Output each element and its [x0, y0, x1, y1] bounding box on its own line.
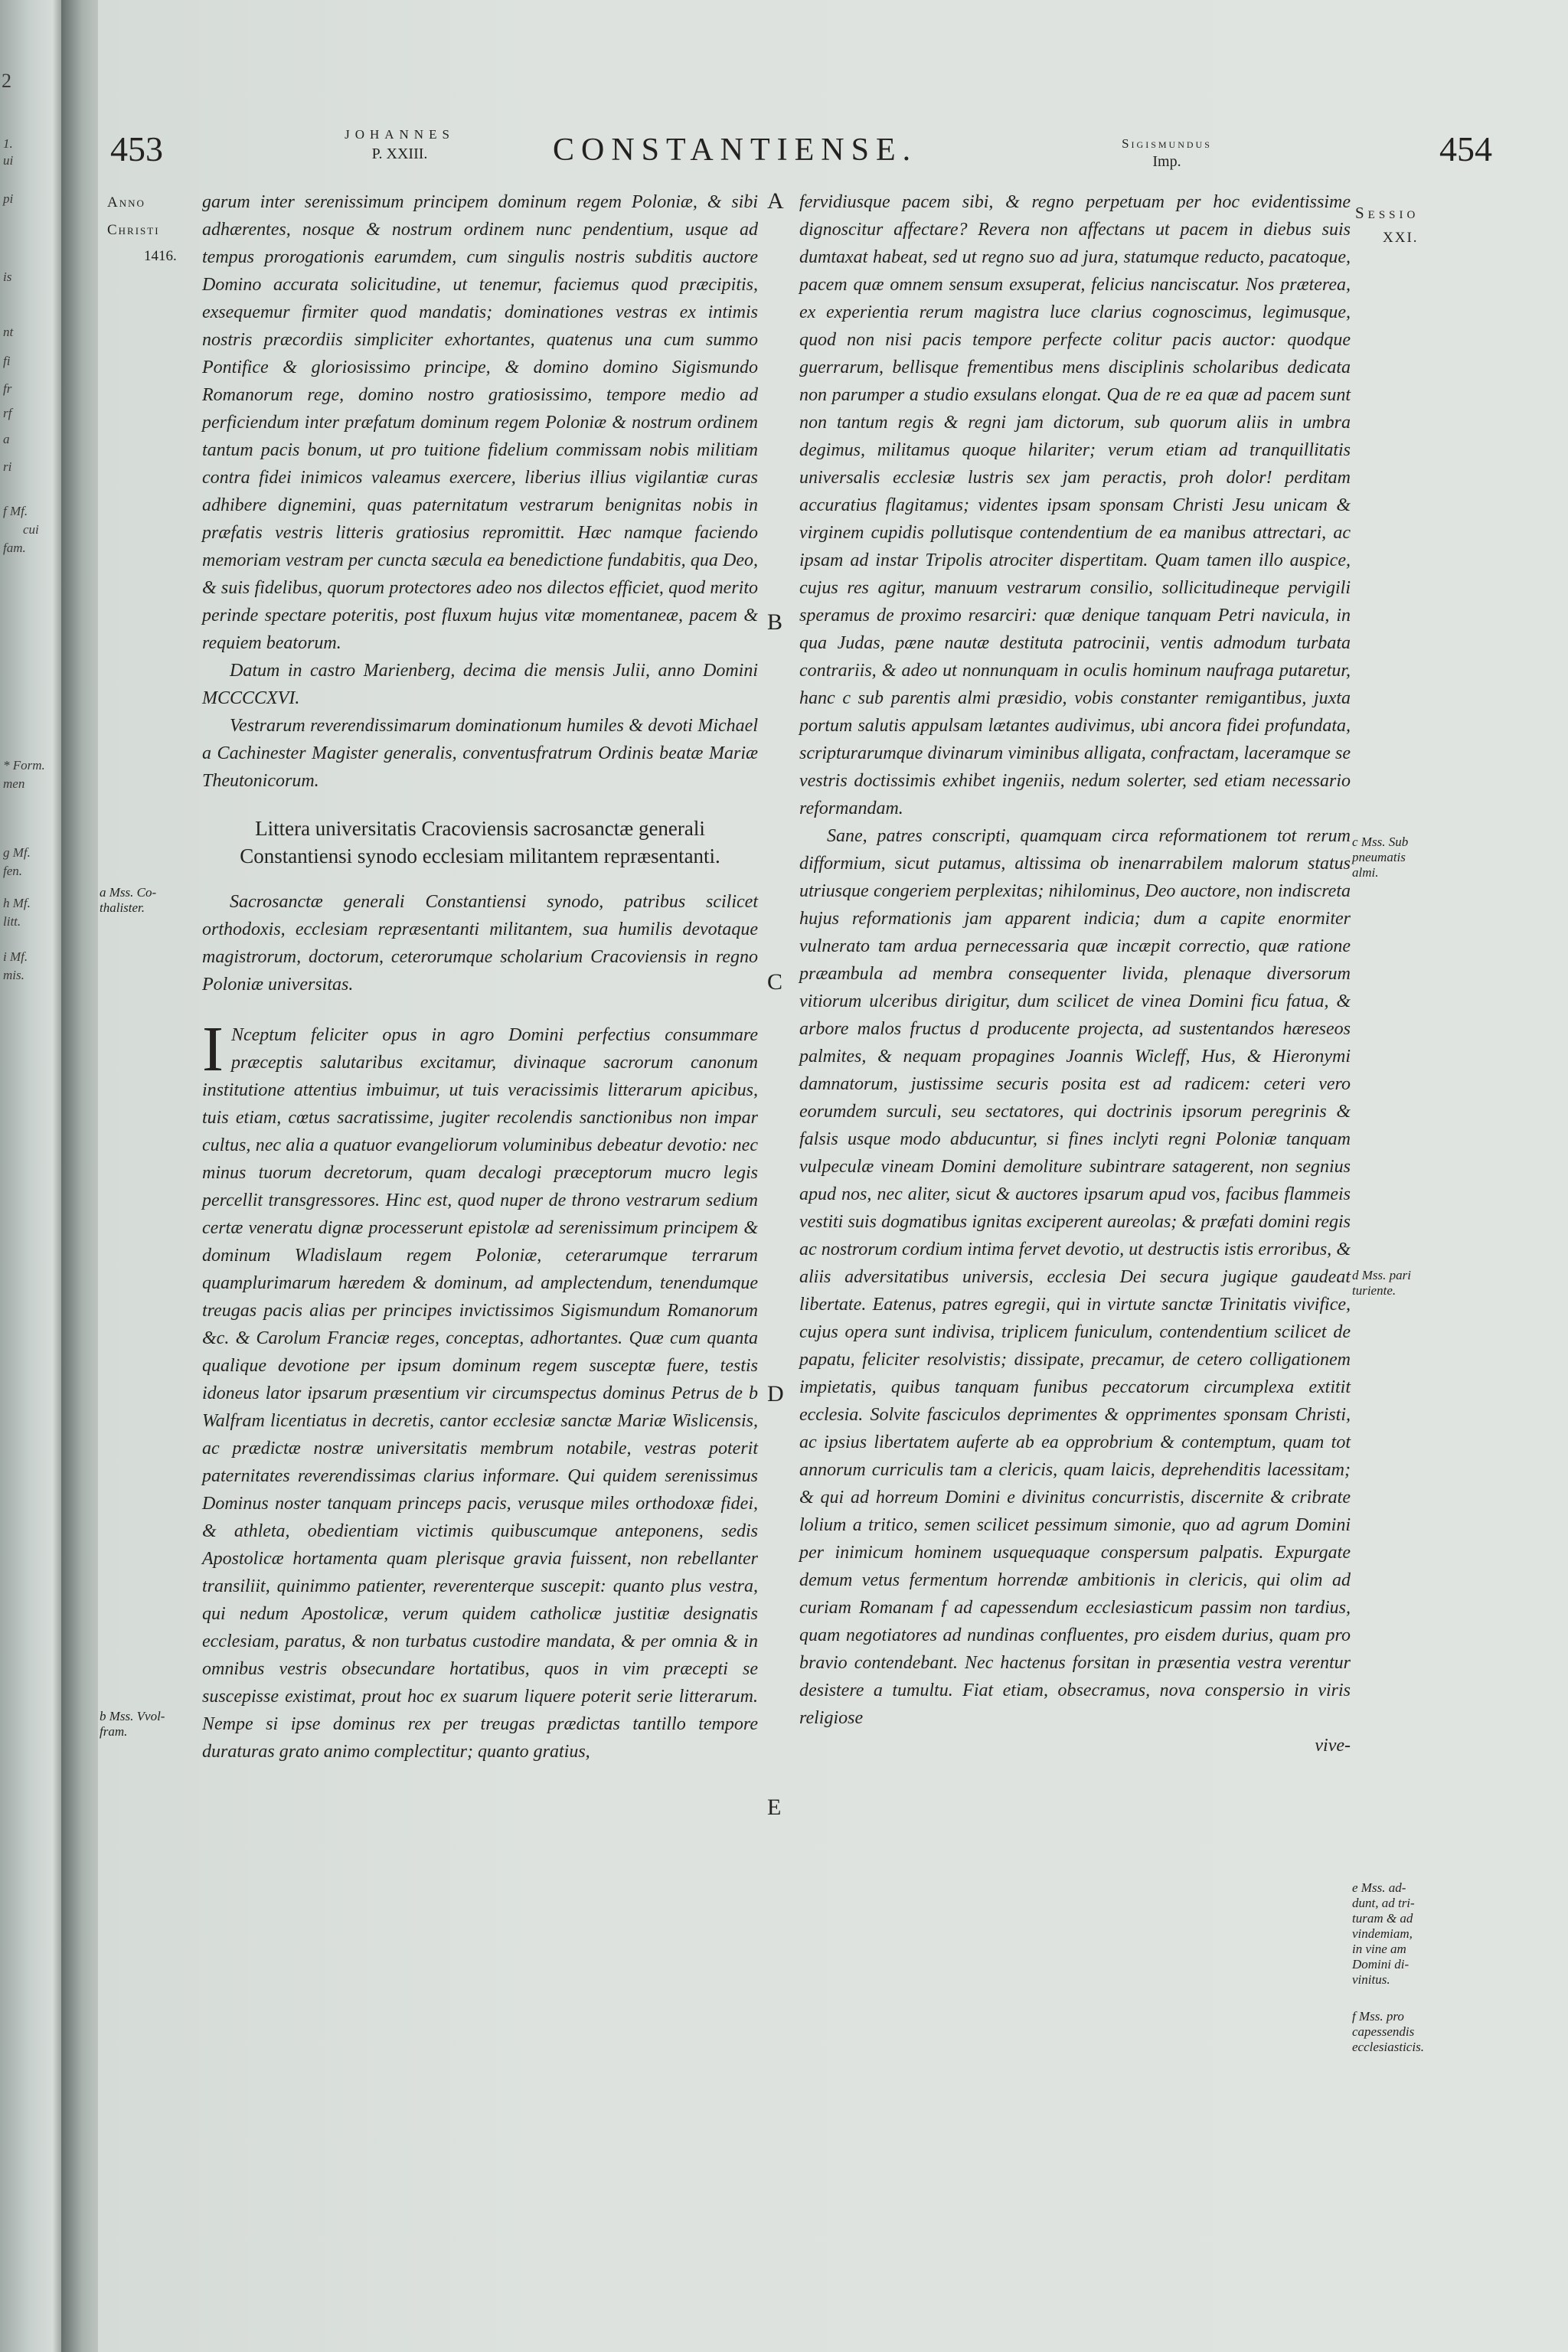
letter-address: Sacrosanctæ generali Constantiensi synodo, patribus scilicet orthodoxis, ecclesiam repræsentanti militantem, sua humilis devotaque magistrorum, doctorum, ceterorumque scholarium Cracoviensis in regno Poloniæ universitas.	[202, 892, 758, 995]
prev-page-fragment: a	[3, 432, 10, 446]
prev-page-fragment: fen.	[3, 864, 23, 878]
prev-page-fragment: * Form.	[3, 758, 45, 773]
left-text-column	[202, 188, 758, 1766]
section-letter-b: B	[767, 609, 783, 635]
prev-page-fragment: h Mf.	[3, 896, 31, 910]
side-note-a: a Mss. Co- thalister.	[100, 885, 157, 915]
header-emperor-name: Sigismundus	[1122, 136, 1212, 151]
prev-page-fragment: mis.	[3, 968, 24, 982]
side-note-b: b Mss. Vvol- fram.	[100, 1709, 165, 1739]
margin-session-label: Sessio	[1355, 204, 1419, 222]
margin-anno-label: Anno	[107, 194, 145, 211]
prev-page-fragment: 2	[2, 70, 11, 92]
previous-page-edge	[0, 0, 66, 2352]
header-pope-name: JOHANNES	[345, 127, 455, 142]
letter-dateline: Datum in castro Marienberg, decima die mensis Julii, anno Domini MCCCCXVI.	[202, 661, 758, 708]
letter-heading: Littera universitatis Cracoviensis sacrosanctæ generali Constantiensi synodo ecclesiam militantem repræsentanti.	[240, 817, 720, 867]
prev-page-fragment: pi	[3, 191, 14, 206]
prev-page-fragment: f Mf.	[3, 504, 28, 518]
section-letter-e: E	[767, 1795, 782, 1820]
side-note-c: c Mss. Sub pneumatis almi.	[1352, 835, 1409, 880]
prev-page-fragment: fr	[3, 381, 12, 396]
prev-page-fragment: rf	[3, 406, 12, 420]
prev-page-fragment: fam.	[3, 541, 26, 555]
letter-body-paragraph: garum inter serenissimum principem dominum regem Poloniæ, & sibi adhærentes, nosque & nostrum ordinem nunc pendentium, usque ad tempus prorogationis earumdem, cum singulis nostris subditis auctore Domino accurata solicitudine, ut tenemur, faciemus quod præcipitis, exsequemur firmiter quod mandatis; dominationes vestras ex intimis nostris præcordiis simpliciter exhortantes, quatenus una cum summo Pontifice & gloriosissimo principe, & domino domino Sigismundo Romanorum rege, domino nostro gratiosissimo, tempore medio ad perficiendum inter præfatum dominum regem Poloniæ & nostrum ordinem tantum pacis bonum, ut pro tuitione fidelium commissam nobis militiam contra fidei inimicos valeamus exercere, liberius illius vigilantiæ curas adhibere dignemini, quas paternitatum vestrarum benignitas nobis in præfatis vestris litteris gratiosius repromittit. Hæc namque faciendo memoriam vestram per cuncta sæcula ea benedictione fundabitis, qua Deo, & suis fidelibus, quorum protectores adeo nos dilectos efficiet, quod merito perinde spectare poteritis, post fluxum hujus vitæ momentaneæ, pacem & requiem beatorum.	[202, 192, 758, 653]
side-note-f: f Mss. pro capessendis ecclesiasticis.	[1352, 2009, 1424, 2054]
letter-opening-text: Nceptum feliciter opus in agro Domini perfectius consummare præceptis salutaribus excitamur, divinaque sacrorum canonum institutione attentius imbuimur, ut tuis veracissimis litterarum apicibus, tuis etiam, cœtus sacratissime, jugiter recolendis sanctionibus non impar cultus, nec alia a quatuor evangeliorum voluminibus debeatur devotio: nec minus tuorum decretorum, quam decalogi præceptorum mucro legis percellit transgressores. Hinc est, quod nuper de throno vestrarum sedium certæ veneratu dignæ processerunt epistolæ ad serenissimum principem & dominum Wladislaum regem Poloniæ, ceterarumque terrarum quamplurimarum hæredem & dominum, ad amplectendum, tenendumque treugas pacis alias per principes invictissimos Sigismundum Romanorum &c. & Carolum Franciæ reges, conceptas, adhortantes. Quæ cum quanta qualique devotione per ipsum dominum regem susceptæ fuere, testis idoneus lator ipsarum præsentium vir circumspectus dominus Petrus de b Walfram licentiatus in decretis, cantor ecclesiæ sanctæ Mariæ Wislicensis, ac prædictæ nostræ universitatis membrum notabile, vestras poterit paternitates reverendissimas clarius informare. Qui quidem serenissimus Dominus noster tanquam princeps pacis, verusque miles orthodoxæ fidei, & athleta, obedientiam victimis quibuscumque anteponens, sedis Apostolicæ hortamenta quam plerisque gravia fuissent, non rebellanter transiliit, quinimmo patienter, reverenterque suscepit: quanto plus vestra, qui nedum Apostolicæ, verum quidem catholicæ justitiæ designatis ecclesiam, paratus, & non turbatus custodire mandata, & per omnia & in omnibus vestris obsecundare hortatibus, quos in vim præcepti se suscepisse existimat, prout hoc ex suarum liquere poterit serie litterarum. Nempe si ipse dominus rex per treugas prædictas tantillo tempore duraturas grato animo complectitur; quanto gratius,	[202, 1025, 758, 1762]
prev-page-fragment: g Mf.	[3, 845, 31, 860]
side-note-e: e Mss. ad- dunt, ad tri- turam & ad vindemiam, in vine am Domini di- vinitus.	[1352, 1880, 1415, 1987]
prev-page-fragment: cui	[23, 522, 39, 537]
prev-page-fragment: fi	[3, 354, 11, 368]
margin-christi-label: Christi	[107, 222, 160, 238]
page-number-right: 454	[1439, 129, 1492, 168]
letter-signature: Vestrarum reverendissimarum dominationum humiles & devoti Michael a Cachinester Magister generalis, conventusfratrum Ordinis beatæ Mariæ Theutonicorum.	[202, 716, 758, 791]
letter-reform-paragraph: Sane, patres conscripti, quamquam circa reformationem tot rerum difformium, sicut putamus, altissima ob inenarrabilem malorum status utriusque congeriem perplexitas; nihilominus, Deo auctore, non indiscreta hujus reformationis jam apparent indicia; dum a capite enormiter vulnerato tam ardua pernecessaria quæ incæpit correctio, quæ ratione præambula ad membra consequenter livida, plenaque diversorum vitiorum ulceribus dirigitur, dum scilicet de vinea Domini ficu fatua, & arbore malos fructus d producente projecta, ad sustentandos hæreseos palmites, & nequam propagines Joannis Wicleff, Hus, & Hieronymi damnatorum, justissime securis posita est ad radicem: ceteri vero eorumdem surculi, seu sectatores, qui doctrinis ipsorum peregrinis & falsis usque modo abducuntur, si fines inclyti regni Poloniæ tanquam vulpeculæ vineam Domini demoliture subintrare satagerent, non segnius apud nos, nec aliter, sicut & auctores ipsarum apud vos, facibus flammeis vestiti suis dogmatibus ignitas exciperent aureolas; & præfati domini regis ac nostrorum cordium intima fervet devotio, ut destructis istis erroribus, & aliis adversitatibus universis, ecclesia Dei secura jugique gaudeat libertate. Eatenus, patres egregii, qui in virtute sanctæ Trinitatis vivifice, cujus opera sunt indivisa, triplicem funiculum, contendentium scilicet de papatu, feliciter resolvistis; dissipate, precamur, de cetero colligationem impietatis, quibus tanquam funibus peccatorum circumplexa extitit ecclesia. Solvite fasciculos deprimentes & opprimentes sponsam Christi, ac ipsius libertatem auferte ab ea opprobrium & contemptum, quam tot annorum curriculis tam a clericis, quam laicis, deprehenditis lacessitam; & qui ad horreum Domini e divinitus concurristis, discernite & cribrate lolium a tritico, semen scilicet pessimum simonie, quo ad agrum Domini per inimicum hominem usquequaque conspersum palpatis. Expurgate demum vetus fermentum horrendæ ambitionis in clericis, qui olim ad curiam Romanam f ad capessendum ecclesiasticum passim non tardius, quam negotiatores ad nundinas confluentes, pro eisdem durius, quam pro bravio contendebant. Nec hactenus forsitan in præsentia vestra verentur desistere a tumultu. Fiat etiam, obsecramus, nova conspersio in viris religiose	[799, 826, 1351, 1728]
margin-year: 1416.	[144, 248, 177, 264]
prev-page-fragment: men	[3, 776, 25, 791]
running-title: CONSTANTIENSE.	[553, 132, 918, 168]
section-letter-a: A	[767, 188, 784, 214]
prev-page-fragment: ui	[3, 153, 14, 168]
drop-cap-initial: I	[202, 1014, 224, 1085]
header-emperor-title: Imp.	[1152, 153, 1181, 170]
prev-page-fragment: nt	[3, 325, 14, 339]
prev-page-fragment: litt.	[3, 914, 21, 929]
letter-opening-paragraph	[202, 1014, 758, 1766]
catchword: vive-	[1315, 1736, 1351, 1756]
section-letter-d: D	[767, 1381, 784, 1406]
letter-continuation-paragraph: fervidiusque pacem sibi, & regno perpetuam per hoc evidentissime dignoscitur affectare? Revera non affectans ut pacem in diebus suis dumtaxat habeat, sed ut regno suo ad jura, statumque reducto, pacatoque, pacem quæ omnem sensum exsuperat, felicius nanciscatur. Nos præterea, ex experientia rerum magistra luce clarius cognoscimus, legimusque, quod non nisi pacis tempore perfecte colitur pacis auctor: quodque guerrarum, bellisque frementibus mens disciplinis scholaribus dedicata non parumper a studio exsulans elongat. Qua de re ea quæ ad pacem sunt non tantum regis & regni jam dictorum, sub quorum aliis in umbra degimus, militamus quoque hilariter; verum etiam ad tranquillitatis universalis ecclesiæ lustris sex jam peractis, proh dolor! perditam accuratius flagitamus; videntes ipsam sponsam Christi Jesu unicam & virginem cupidis pollutisque contendentium de ea manibus attrectari, ac ipsam ad instar Tripolis atrociter dispertitam. Quam tamen illo auspice, cujus res agitur, manuum vestrarum consilio, sollicitudineque pervigili speramus de proximo resarciri: quæ denique tanquam Petri navicula, in qua Judas, pæne nautæ destituta patrocinii, ventis admodum turbata contrariis, & adeo ut nonnunquam in oculis hominum naufraga putaretur, hanc c sub parentis almi præsidio, vobis constanter remigantibus, juxta portum salutis appulsam lætantes audivimus, ubi ancora fidei profundata, scripturarumque divinarum viminibus alligata, confractam, laceramque se vestris doctissimis exhibet ingeniis, nedum solerter, sed etiam necessario reformandam.	[799, 192, 1351, 818]
right-text-column	[799, 188, 1351, 1759]
page-number-left: 453	[110, 129, 163, 168]
prev-page-fragment: 1.	[3, 136, 13, 151]
header-pope-title: P. XXIII.	[371, 145, 428, 162]
prev-page-fragment: is	[3, 270, 12, 284]
prev-page-fragment: ri	[3, 459, 12, 474]
section-letter-c: C	[767, 969, 783, 995]
margin-session-number: XXI.	[1383, 230, 1419, 246]
side-note-d: d Mss. pari turiente.	[1352, 1268, 1411, 1298]
prev-page-fragment: i Mf.	[3, 949, 28, 964]
